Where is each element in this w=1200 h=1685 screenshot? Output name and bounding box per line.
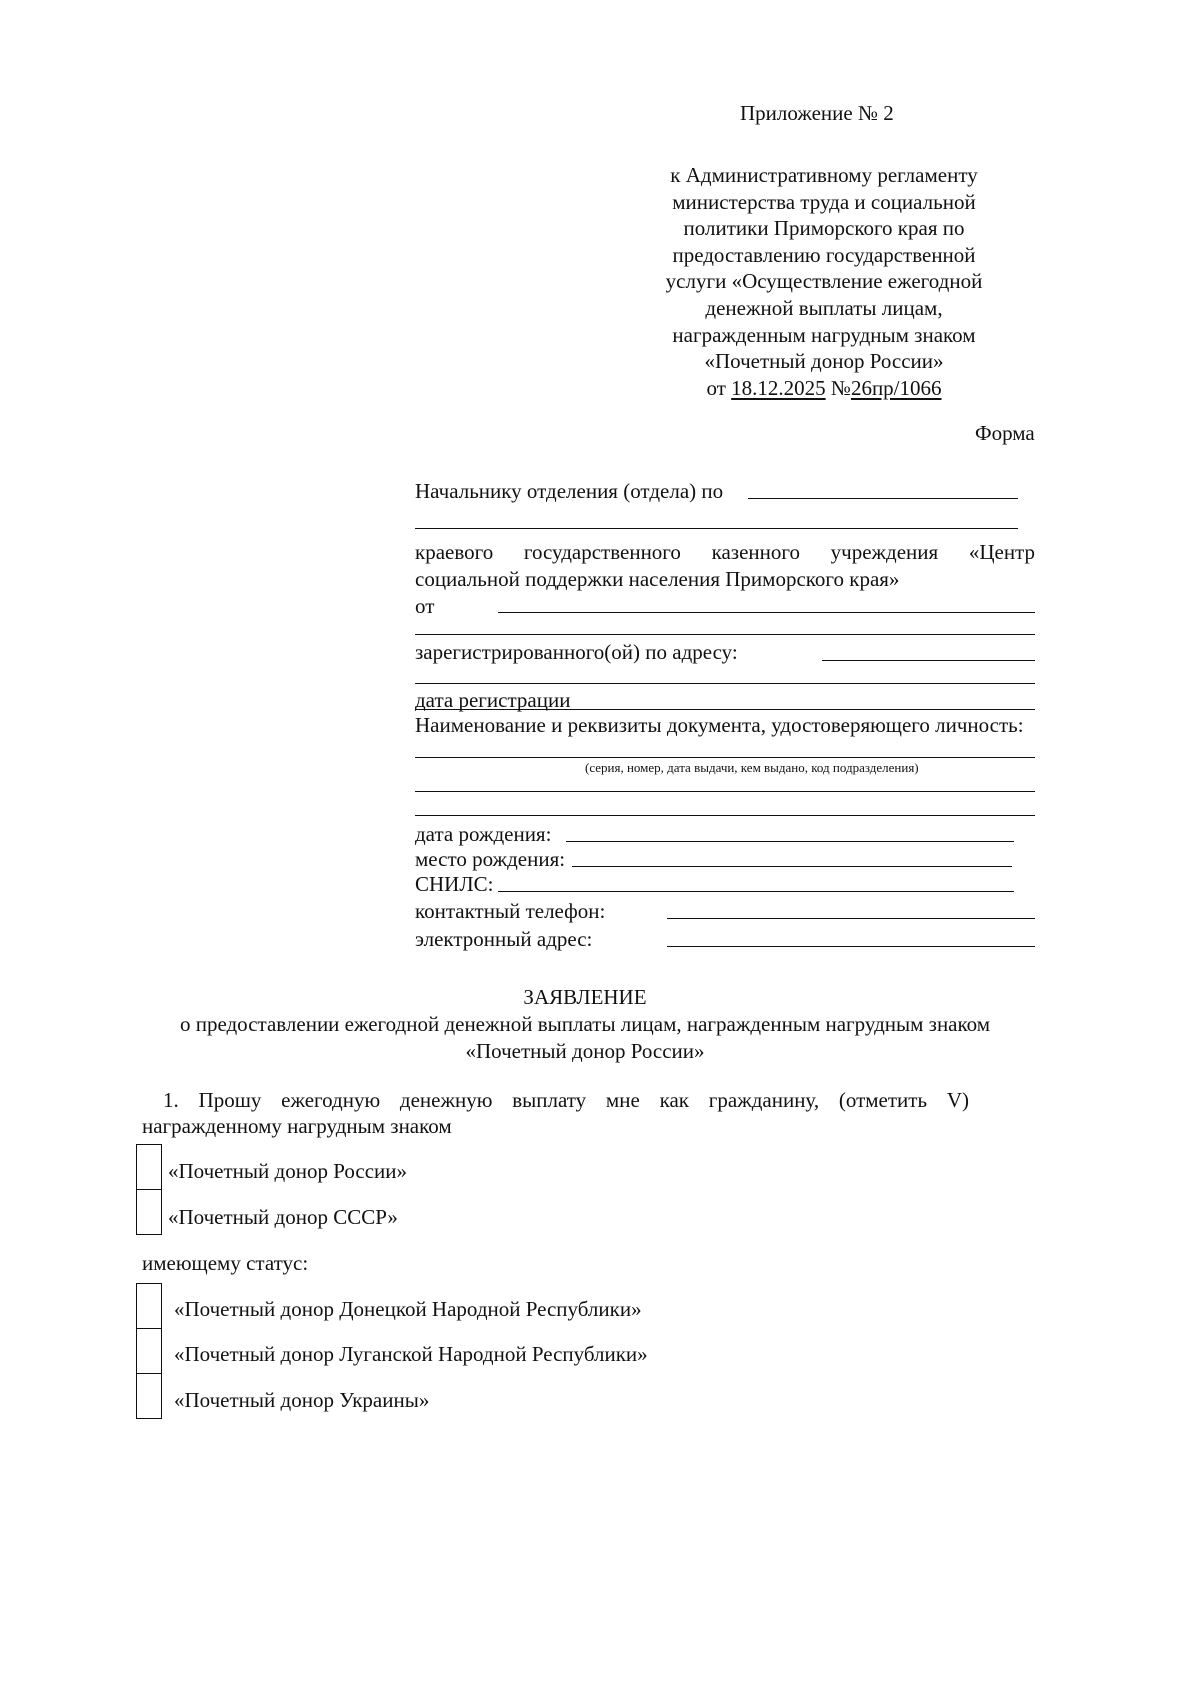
statement-subtitle-line-2: «Почетный донор России»	[465, 1039, 705, 1063]
option-donor-russia: «Почетный донор России»	[168, 1159, 407, 1183]
from-label: от	[415, 594, 435, 618]
option-donor-ukraine: «Почетный донор Украины»	[174, 1388, 430, 1412]
checkbox-donor-russia[interactable]	[136, 1144, 162, 1190]
appendix-line: денежной выплаты лицам,	[705, 295, 943, 320]
option-donor-dnr: «Почетный донор Донецкой Народной Республики»	[174, 1297, 642, 1321]
statement-subtitle-line-1: о предоставлении ежегодной денежной выплаты лицам, награжденным нагрудным знаком	[179, 1012, 991, 1036]
regulation-number: 26пр/1066	[850, 375, 942, 400]
appendix-line: награжденным нагрудным знаком	[672, 322, 976, 347]
institution-line-1: краевого государственного казенного учреждения «Центр	[415, 540, 1035, 564]
applicant-name-field[interactable]	[498, 612, 1035, 613]
snils-label: СНИЛС:	[415, 872, 494, 896]
option-donor-ussr: «Почетный донор СССР»	[168, 1205, 398, 1229]
appendix-line: услуги «Осуществление ежегодной	[665, 269, 983, 294]
appendix-date-line	[648, 375, 1000, 402]
registration-date-field[interactable]	[415, 709, 1035, 710]
email-label: электронный адрес:	[415, 927, 593, 951]
number-prefix: №	[830, 375, 851, 400]
appendix-line: «Почетный донор России»	[704, 349, 944, 374]
checkbox-donor-dnr[interactable]	[136, 1283, 162, 1329]
appendix-title: Приложение № 2	[740, 101, 894, 125]
item-1-line-1: 1. Прошу ежегодную денежную выплату мне как гражданину, (отметить V)	[163, 1088, 969, 1112]
applicant-name-field-continued[interactable]	[415, 634, 1035, 635]
snils-field[interactable]	[498, 891, 1014, 892]
institution-line-2: социальной поддержки населения Приморского края»	[415, 567, 900, 591]
registered-address-label: зарегистрированного(ой) по адресу:	[415, 640, 738, 664]
appendix-line: к Административному регламенту	[670, 163, 978, 187]
birth-date-label: дата рождения:	[415, 822, 552, 846]
status-label: имеющему статус:	[142, 1251, 309, 1275]
email-field[interactable]	[667, 946, 1035, 947]
statement-title: ЗАЯВЛЕНИЕ	[523, 985, 647, 1009]
birth-place-label: место рождения:	[415, 847, 566, 871]
form-label: Форма	[975, 421, 1035, 445]
id-document-hint: (серия, номер, дата выдачи, кем выдано, код подразделения)	[585, 760, 919, 775]
item-1-line-2: награжденному нагрудным знаком	[142, 1114, 452, 1138]
registered-address-field[interactable]	[822, 660, 1035, 661]
option-donor-lnr: «Почетный донор Луганской Народной Республики»	[174, 1342, 648, 1366]
checkbox-donor-ukraine[interactable]	[136, 1373, 162, 1419]
phone-label: контактный телефон:	[415, 899, 606, 923]
department-field[interactable]	[748, 498, 1018, 499]
birth-date-field[interactable]	[566, 841, 1014, 842]
department-field-continued[interactable]	[415, 528, 1018, 529]
appendix-reference	[648, 162, 1000, 401]
regulation-date: 18.12.2025	[731, 375, 826, 400]
registered-address-field-continued[interactable]	[415, 683, 1035, 684]
addressee-to-label: Начальнику отделения (отдела) по	[415, 479, 724, 503]
id-document-field-line-2[interactable]	[415, 791, 1035, 792]
appendix-line: предоставлению государственной	[672, 242, 976, 267]
id-document-field[interactable]	[415, 757, 1035, 758]
birth-place-field[interactable]	[572, 866, 1012, 867]
id-document-label: Наименование и реквизиты документа, удостоверяющего личность:	[415, 713, 1024, 737]
checkbox-donor-lnr[interactable]	[136, 1328, 162, 1374]
phone-field[interactable]	[667, 918, 1035, 919]
appendix-line: министерства труда и социальной	[672, 189, 976, 214]
appendix-line: политики Приморского края по	[683, 216, 965, 241]
registration-date-label: дата регистрации	[415, 688, 571, 712]
checkbox-donor-ussr[interactable]	[136, 1189, 162, 1235]
date-prefix: от	[706, 375, 726, 400]
id-document-field-line-3[interactable]	[415, 815, 1035, 816]
